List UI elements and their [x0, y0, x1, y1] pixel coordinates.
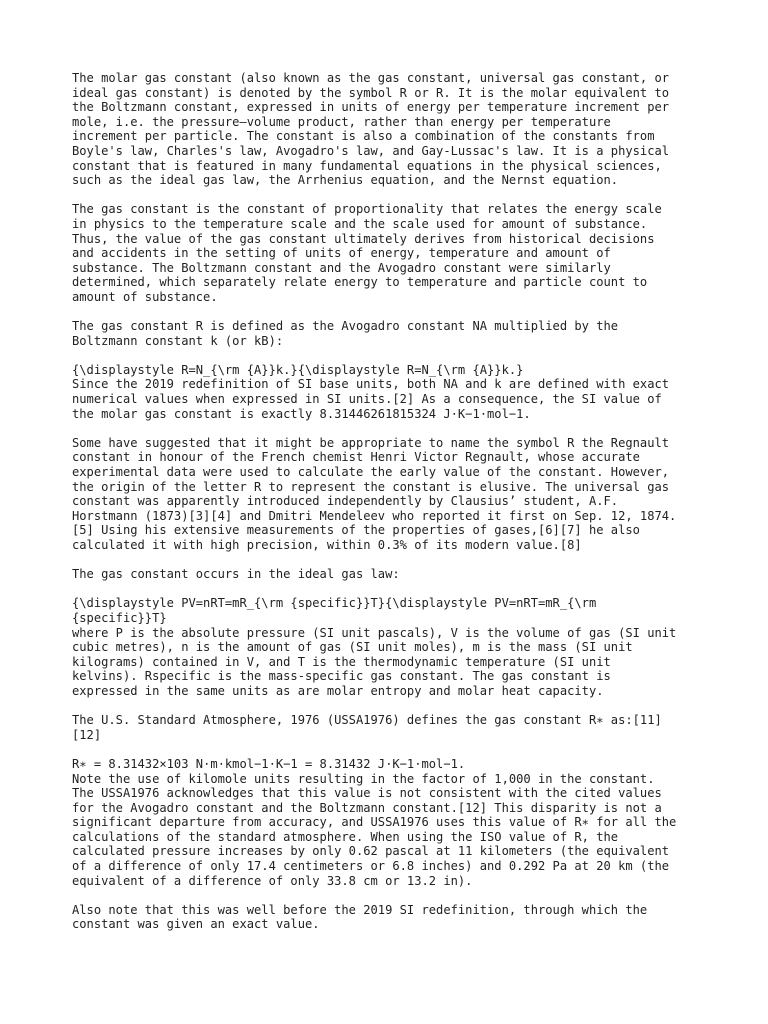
paragraph-avogadro-boltzmann: The gas constant R is defined as the Avogadro constant NA multiplied by the Boltzmann constant k (or kB):: [72, 319, 619, 348]
paragraph-kilomole: R∗ = 8.31432×103 N⋅m⋅kmol−1⋅K−1 = 8.31432 J⋅K−1⋅mol−1. Note the use of kilomole units resulting in the factor of 1,000 in the constant. The USSA1976 acknowledges that this value is not consistent with the cited values for the Avogadro constant and the Boltzmann constant.[12] This disparity is not a significant departure from accuracy, and USSA1976 uses this value of R∗ for all the calculations of the standard atmosphere. When using the ISO value of R, the calculated pressure increases by only 0.62 pascal at 11 kilometers (the equivalent of a difference of only 17.4 centimeters or 6.8 inches) and 0.292 Pa at 20 km (the equivalent of a difference of only 33.8 cm or 13.2 in).: [72, 756, 677, 888]
paragraph-si-value: {\displaystyle R=N_{\rm {A}}k.}{\displaystyle R=N_{\rm {A}}k.} Since the 2019 redefinition of SI base units, both NA and k are defined with exact numerical values when expressed in SI units.[2] As a consequence, the SI value of the molar gas constant is exactly 8.31446261815324 J⋅K−1⋅mol−1.: [72, 362, 670, 421]
paragraph-proportionality: The gas constant is the constant of proportionality that relates the energy scale in physics to the temperature scale and the scale used for amount of substance. Thus, the value of the gas constant ultimately derives from historical decisions and accidents in the setting of units of energy, temperature and amount of substance. The Boltzmann constant and the Avogadro constant were similarly determined, which separately relate energy to temperature and particle count to amount of substance.: [72, 202, 662, 304]
paragraph-definition: The molar gas constant (also known as the gas constant, universal gas constant, or ideal gas constant) is denoted by the symbol R or R. It is the molar equivalent to the Boltzmann constant, expressed in units of energy per temperature increment per mole, i.e. the pressure–volume product, rather than energy per temperature increment per particle. The constant is also a combination of the constants from Boyle's law, Charles's law, Avogadro's law, and Gay-Lussac's law. It is a physical constant that is featured in many fundamental equations in the physical sciences, such as the ideal gas law, the Arrhenius equation, and the Nernst equation.: [72, 71, 670, 188]
paragraph-ideal-gas-law: {\displaystyle PV=nRT=mR_{\rm {specific}}T}{\displaystyle PV=nRT=mR_{\rm {specific}}T} where P is the absolute pressure (SI unit pascals), V is the volume of gas (SI unit cubic metres), n is the amount of gas (SI unit moles), m is the mass (SI unit kilograms) contained in V, and T is the thermodynamic temperature (SI unit kelvins). Rspecific is the mass-specific gas constant. The gas constant is expressed in the same units as are molar entropy and molar heat capacity.: [72, 596, 677, 698]
paragraph-regnault: Some have suggested that it might be appropriate to name the symbol R the Regnault constant in honour of the French chemist Henri Victor Regnault, whose accurate experimental data were used to calculate the early value of the constant. However, the origin of the letter R to represent the constant is elusive. The universal gas constant was apparently introduced independently by Clausius’ student, A.F. Horstmann (1873)[3][4] and Dmitri Mendeleev who reported it first on Sep. 12, 1874. [5] Using his extensive measurements of the properties of gases,[6][7] he also calculated it with high precision, within 0.3% of its modern value.[8]: [72, 435, 677, 552]
paragraph-redefinition-note: Also note that this was well before the 2019 SI redefinition, through which the constant was given an exact value.: [72, 902, 648, 932]
paragraph-ussa1976: The U.S. Standard Atmosphere, 1976 (USSA1976) defines the gas constant R∗ as:[11] [12]: [72, 713, 662, 742]
paragraph-ideal-gas-law-intro: The gas constant occurs in the ideal gas law:: [72, 567, 400, 582]
document-body: [72, 71, 712, 947]
